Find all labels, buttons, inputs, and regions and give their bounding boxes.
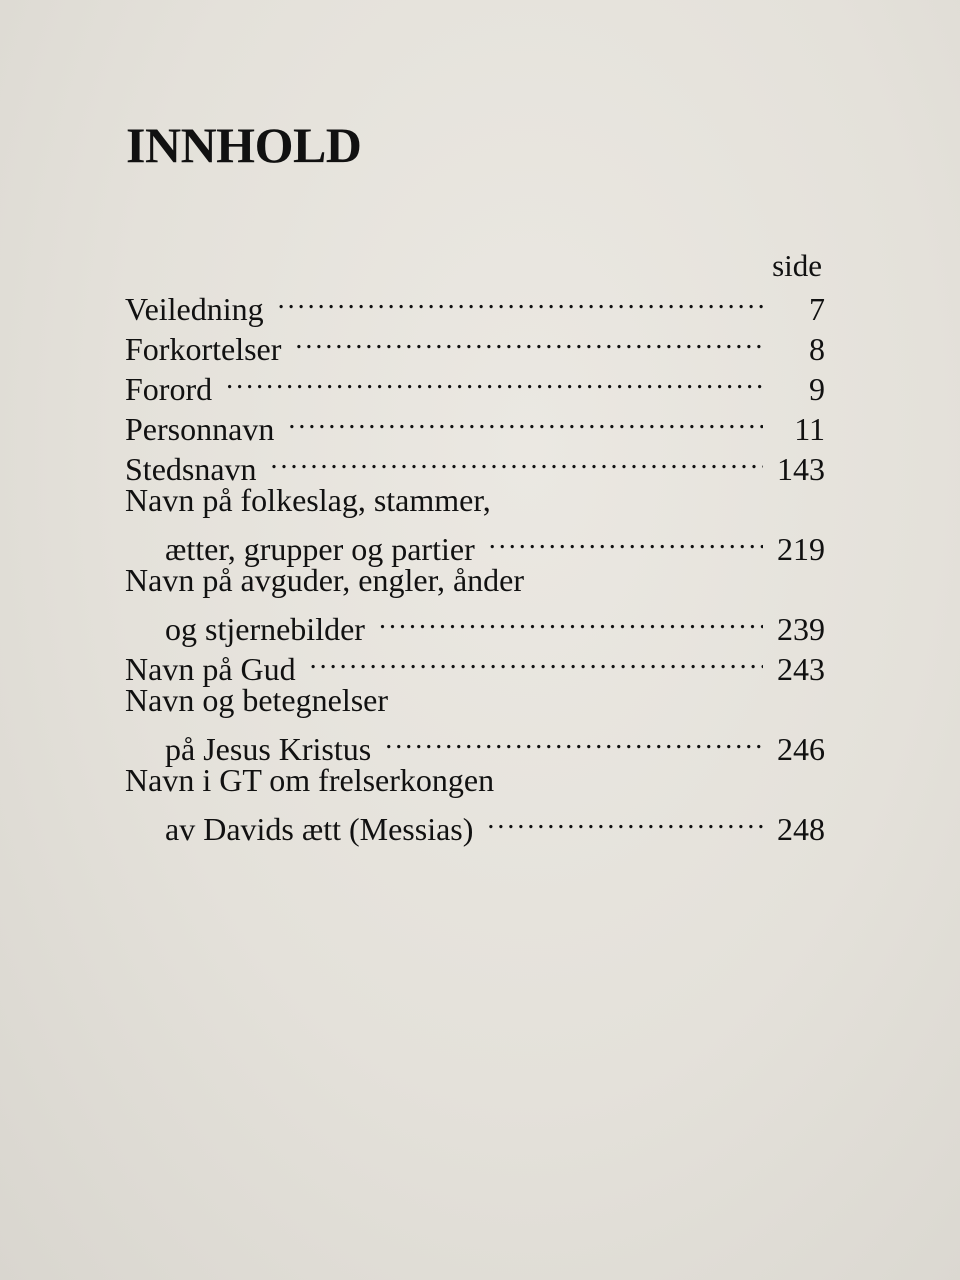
toc-entry-title-continued: og stjernebilder (165, 611, 365, 647)
toc-entry-title: Navn i GT om frelserkongen (125, 762, 495, 798)
toc-entry (125, 360, 825, 407)
dot-leader (295, 320, 763, 360)
toc-entry-page: 9 (809, 371, 825, 407)
toc-entry-title: Stedsnavn (125, 451, 257, 487)
toc-entry-title: Personnavn (125, 411, 275, 447)
dot-leader (278, 280, 763, 320)
toc-entry-page: 243 (777, 651, 825, 687)
dot-leader (489, 520, 763, 560)
toc-entry (125, 400, 825, 447)
dot-leader (288, 400, 763, 440)
dot-leader (487, 800, 763, 840)
dot-leader (385, 720, 763, 760)
toc-entry (125, 480, 825, 567)
toc-entry-title: Navn på Gud (125, 651, 296, 687)
toc-entry-page: 248 (777, 811, 825, 847)
toc-entry-page: 8 (809, 331, 825, 367)
toc-entry-title-continued: ætter, grupper og partier (165, 531, 475, 567)
toc-entry (125, 760, 825, 847)
page-title: INNHOLD (126, 117, 362, 173)
dot-leader (271, 440, 763, 480)
toc-entry (125, 280, 825, 327)
dot-leader (310, 640, 763, 680)
toc-entry-title: Navn på folkeslag, stammer, (125, 482, 491, 518)
toc-entry-title: Veiledning (125, 291, 264, 327)
toc-entry-page: 239 (777, 611, 825, 647)
page-column-label: side (772, 248, 822, 283)
table-of-contents (125, 280, 825, 847)
toc-entry-title: Navn på avguder, engler, ånder (125, 562, 525, 598)
toc-entry (125, 560, 825, 647)
toc-entry-page: 11 (794, 411, 825, 447)
toc-entry-title-continued: av Davids ætt (Messias) (165, 811, 474, 847)
toc-entry-title: Navn og betegnelser (125, 682, 389, 718)
toc-entry-page: 7 (809, 291, 825, 327)
toc-entry-page: 219 (777, 531, 825, 567)
toc-entry-title-continued: på Jesus Kristus (165, 731, 372, 767)
dot-leader (226, 360, 763, 400)
toc-entry-page: 246 (777, 731, 825, 767)
toc-entry-page: 143 (777, 451, 825, 487)
toc-entry (125, 680, 825, 767)
toc-entry-title: Forkortelser (125, 331, 282, 367)
toc-entry-title: Forord (125, 371, 213, 407)
dot-leader (379, 600, 763, 640)
